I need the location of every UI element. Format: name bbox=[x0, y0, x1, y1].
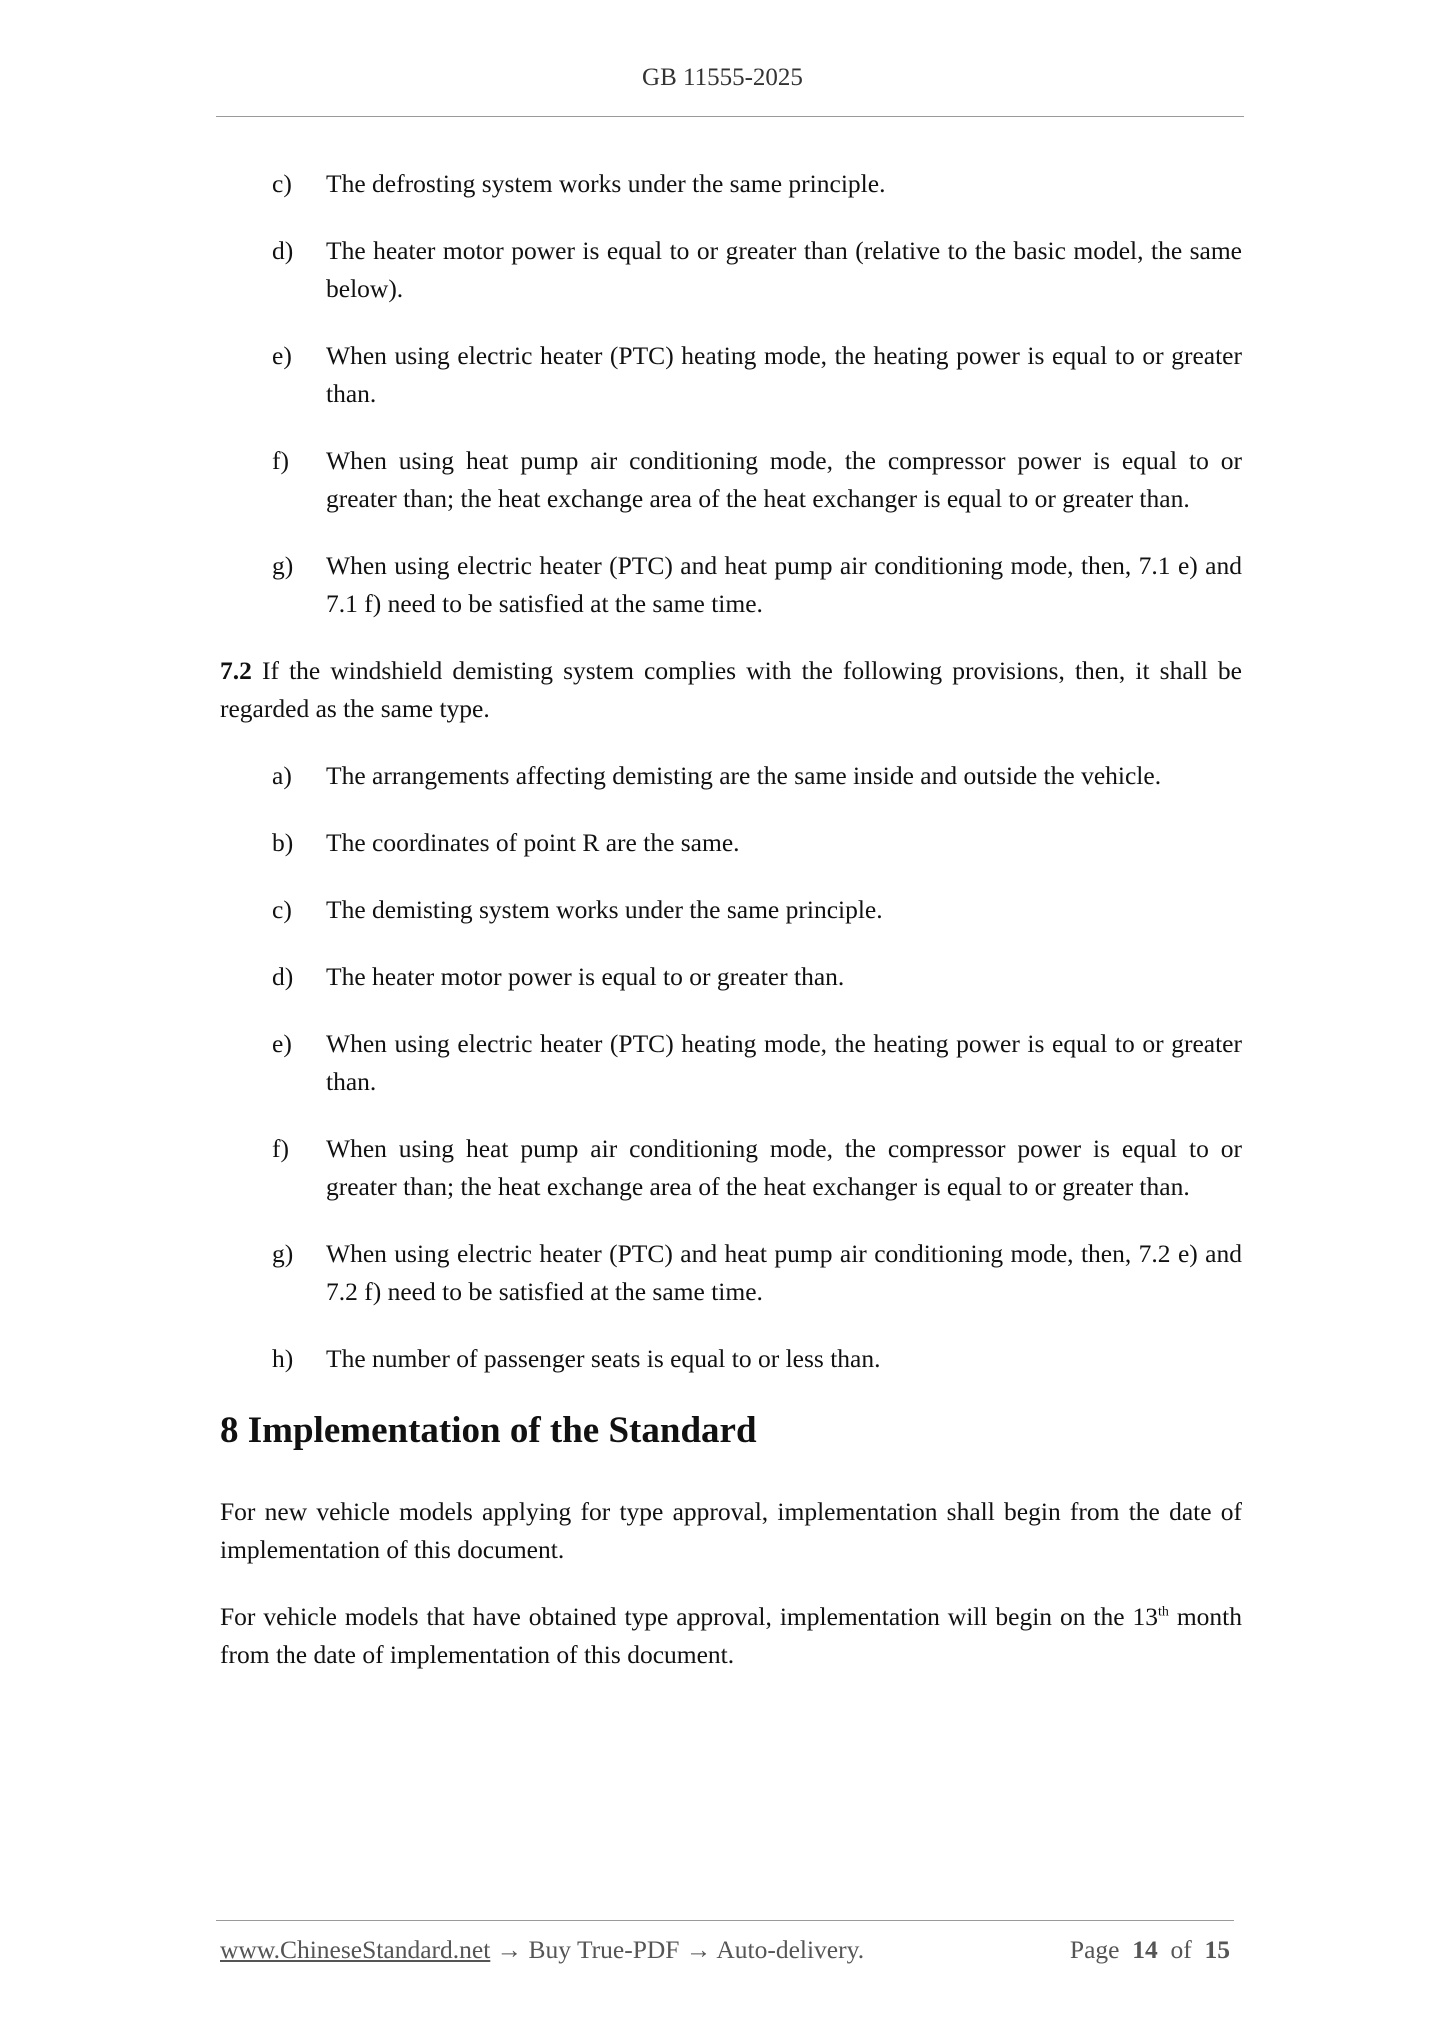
list-item-text: The number of passenger seats is equal to or less than. bbox=[326, 1344, 881, 1373]
arrow-right-icon: → bbox=[685, 1935, 712, 1964]
list-item bbox=[220, 1340, 1242, 1378]
list-item-text: When using heat pump air conditioning mode, the compressor power is equal to or greater than; the heat exchange area of the heat exchanger is equal to or greater than. bbox=[326, 1134, 1242, 1201]
list-marker: d) bbox=[272, 962, 294, 991]
footer-delivery-text: Auto-delivery. bbox=[711, 1935, 865, 1964]
list-item bbox=[220, 337, 1242, 413]
ordinal-suffix: th bbox=[1158, 1604, 1169, 1620]
list-item bbox=[220, 958, 1242, 996]
list-marker: g) bbox=[272, 551, 294, 580]
website-link[interactable]: www.ChineseStandard.net bbox=[220, 1935, 491, 1964]
document-header-title: GB 11555-2025 bbox=[642, 64, 803, 91]
arrow-right-icon: → bbox=[496, 1935, 523, 1964]
list-marker: c) bbox=[272, 895, 292, 924]
list-item bbox=[220, 891, 1242, 929]
list-marker: f) bbox=[272, 1134, 289, 1163]
clause-number: 7.2 bbox=[220, 656, 252, 685]
footer-divider bbox=[216, 1920, 1234, 1921]
page-number bbox=[1070, 1935, 1230, 1965]
list-item-text: When using electric heater (PTC) and heat pump air conditioning mode, then, 7.1 e) and 7.1 f) need to be satisfied at the same time. bbox=[326, 551, 1242, 618]
list-item bbox=[220, 1235, 1242, 1311]
list-item bbox=[220, 1025, 1242, 1101]
section-heading: 8 Implementation of the Standard bbox=[220, 1410, 757, 1451]
section-paragraph bbox=[220, 1598, 1242, 1674]
clause-text: If the windshield demisting system complies with the following provisions, then, it shall be regarded as the same type. bbox=[220, 656, 1242, 723]
list-item-text: The demisting system works under the same principle. bbox=[326, 895, 883, 924]
page-total: 15 bbox=[1204, 1935, 1230, 1964]
list-item-text: The arrangements affecting demisting are the same inside and outside the vehicle. bbox=[326, 761, 1162, 790]
list-item-text: When using electric heater (PTC) heating mode, the heating power is equal to or greater than. bbox=[326, 1029, 1242, 1096]
list-item bbox=[220, 165, 1242, 203]
footer-promo bbox=[220, 1935, 864, 1965]
list-marker: b) bbox=[272, 828, 294, 857]
list-item bbox=[220, 547, 1242, 623]
list-marker: c) bbox=[272, 169, 292, 198]
section-paragraph: For new vehicle models applying for type approval, implementation shall begin from the date of implementation of this document. bbox=[220, 1497, 1242, 1564]
list-marker: a) bbox=[272, 761, 292, 790]
paragraph-text: month from the date of implementation of this document. bbox=[220, 1602, 1243, 1669]
page-label: Page bbox=[1069, 1935, 1120, 1964]
list-item-text: When using electric heater (PTC) and heat pump air conditioning mode, then, 7.2 e) and 7.2 f) need to be satisfied at the same time. bbox=[326, 1239, 1242, 1306]
list-marker: g) bbox=[272, 1239, 294, 1268]
list-item-text: The heater motor power is equal to or greater than. bbox=[326, 962, 845, 991]
list-item-text: The defrosting system works under the same principle. bbox=[326, 169, 886, 198]
list-item bbox=[220, 824, 1242, 862]
list-item-text: When using heat pump air conditioning mode, the compressor power is equal to or greater than; the heat exchange area of the heat exchanger is equal to or greater than. bbox=[326, 446, 1242, 513]
document-body bbox=[220, 165, 1242, 1703]
footer-buy-text: Buy True-PDF bbox=[522, 1935, 686, 1964]
list-item-text: The heater motor power is equal to or greater than (relative to the basic model, the same below). bbox=[326, 236, 1242, 303]
list-item-text: The coordinates of point R are the same. bbox=[326, 828, 740, 857]
list-item bbox=[220, 757, 1242, 795]
page-current: 14 bbox=[1132, 1935, 1158, 1964]
page-of-label: of bbox=[1170, 1935, 1192, 1964]
header-divider bbox=[216, 116, 1244, 117]
list-marker: d) bbox=[272, 236, 294, 265]
list-marker: h) bbox=[272, 1344, 294, 1373]
list-marker: f) bbox=[272, 446, 289, 475]
paragraph-text: For vehicle models that have obtained type approval, implementation will begin on the 13 bbox=[220, 1602, 1159, 1631]
list-item-text: When using electric heater (PTC) heating mode, the heating power is equal to or greater than. bbox=[326, 341, 1242, 408]
list-marker: e) bbox=[272, 341, 292, 370]
list-marker: e) bbox=[272, 1029, 292, 1058]
clause-7-2 bbox=[220, 652, 1242, 728]
list-item bbox=[220, 1130, 1242, 1206]
list-item bbox=[220, 442, 1242, 518]
list-item bbox=[220, 232, 1242, 308]
